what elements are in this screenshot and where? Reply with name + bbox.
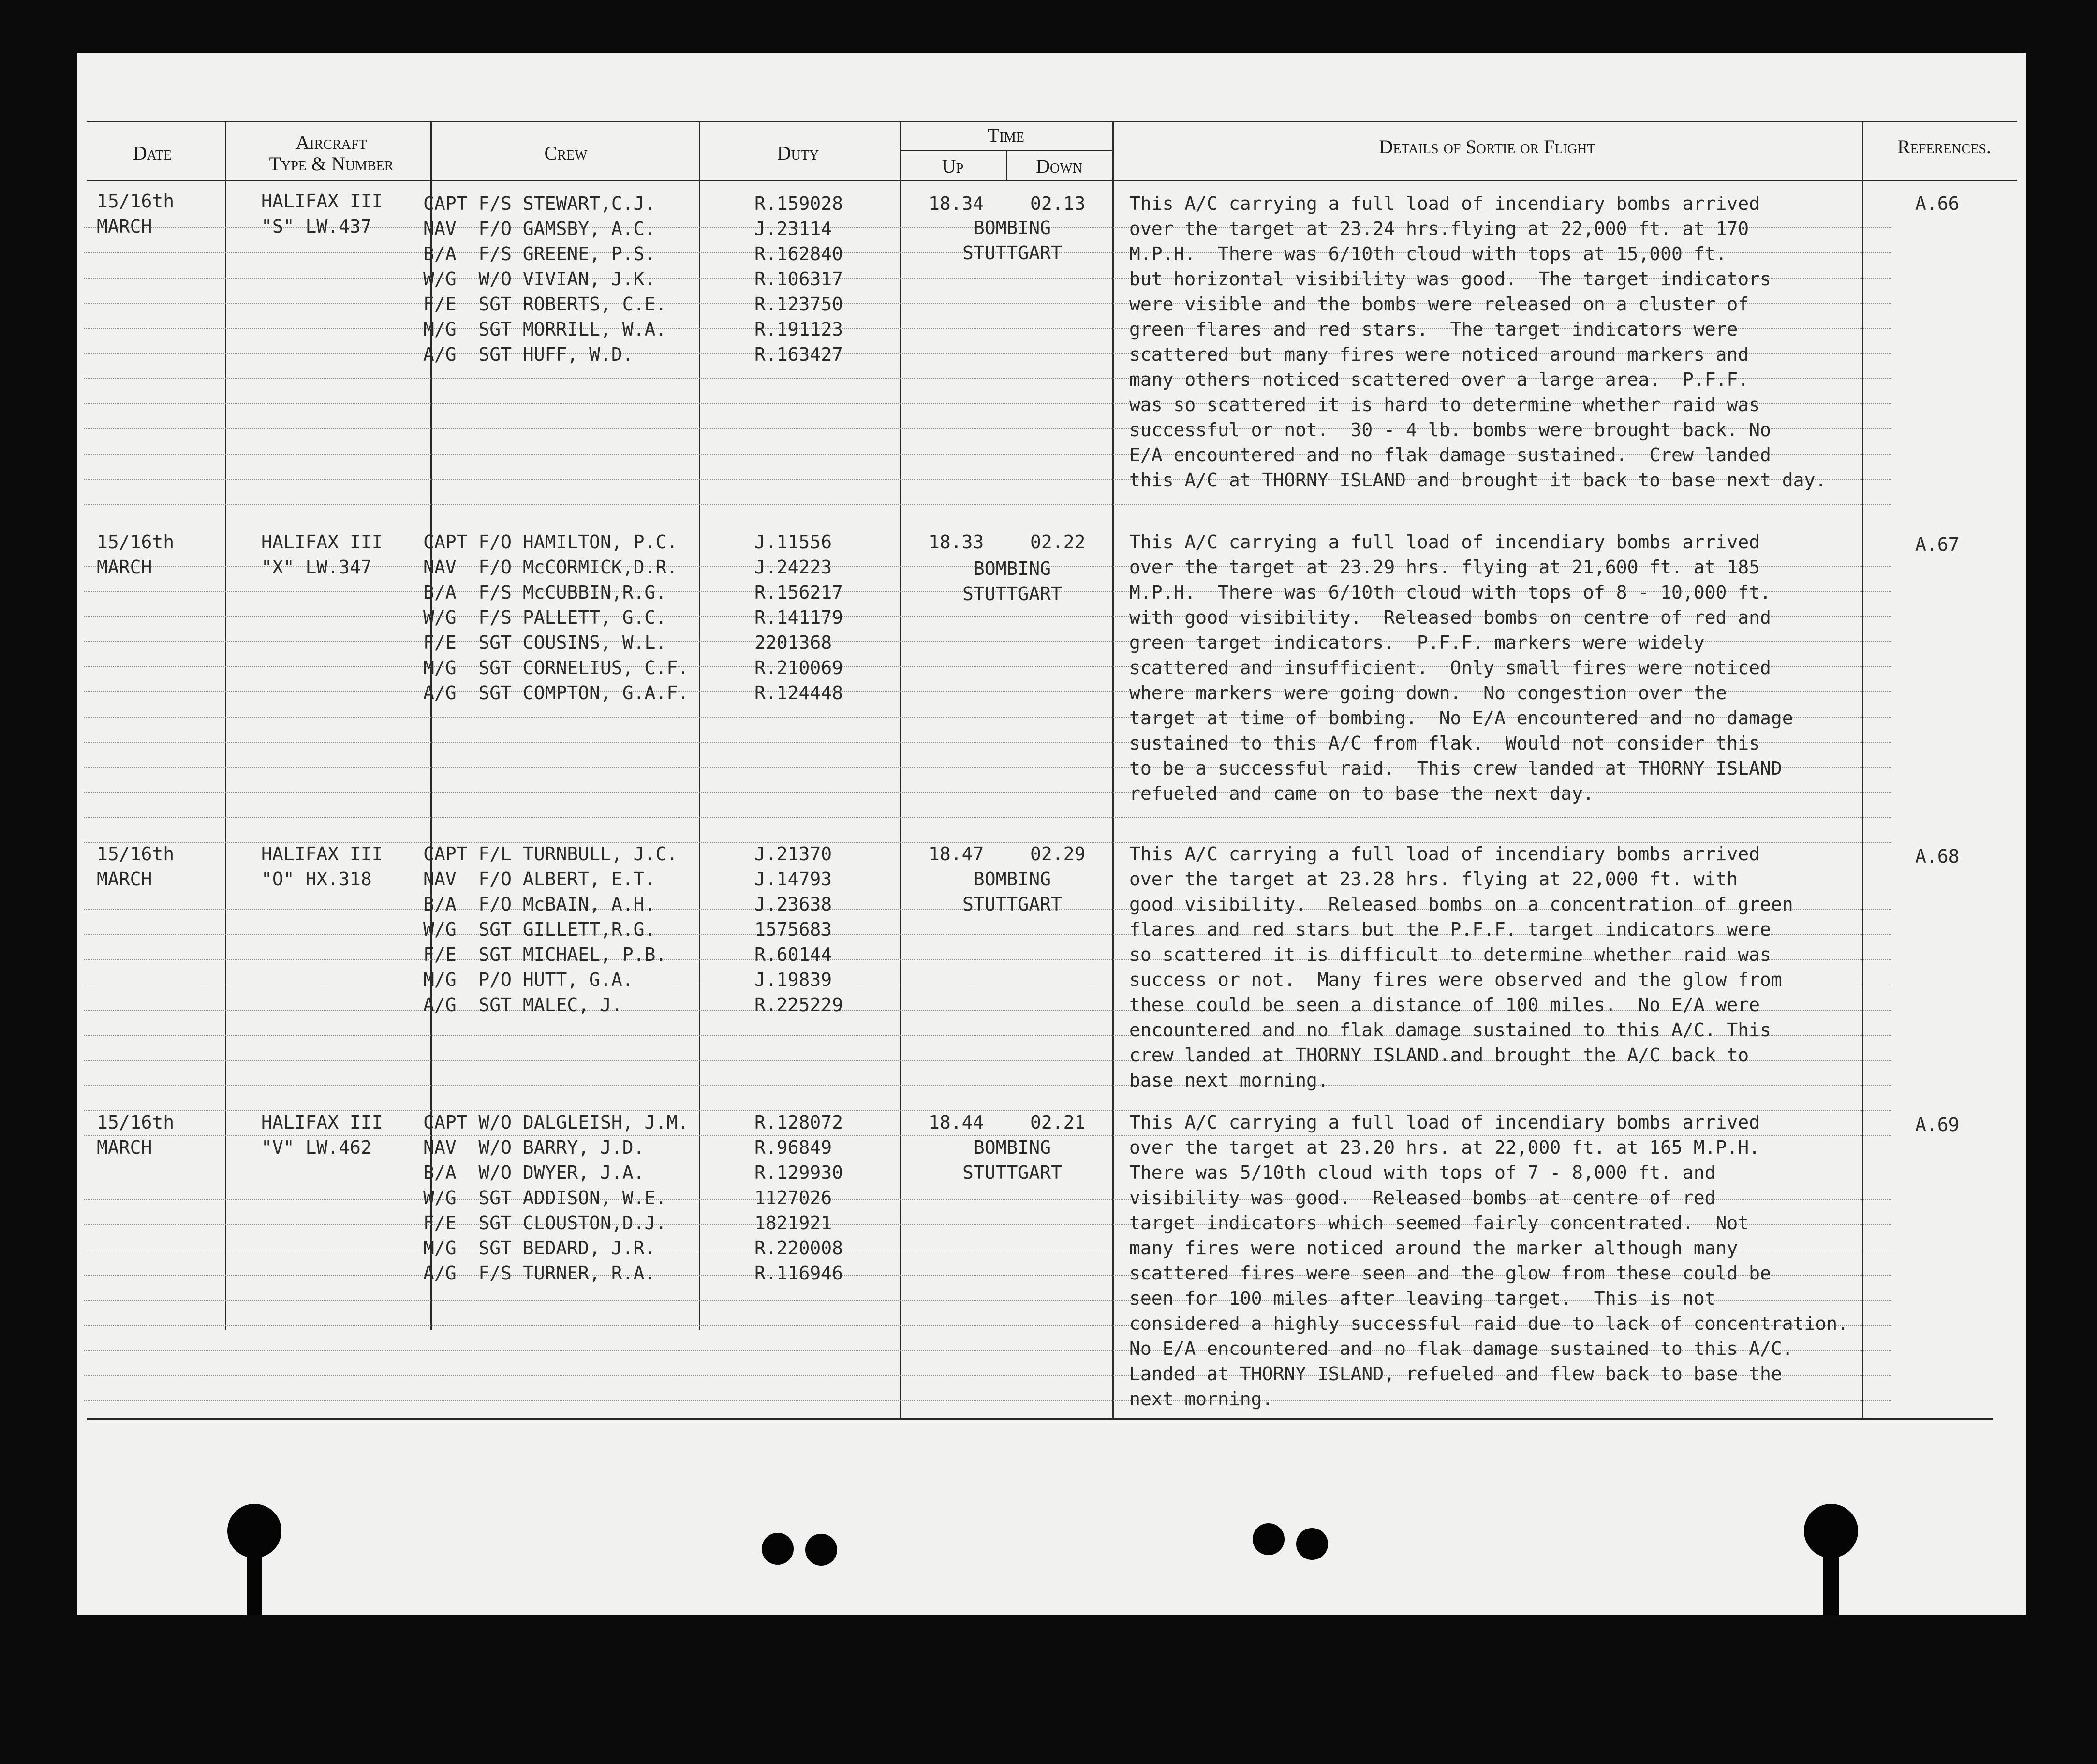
service-number: J.23114 xyxy=(754,218,832,239)
service-number: R.220008 xyxy=(754,1237,843,1259)
column-rule xyxy=(225,121,226,1330)
sortie-details: This A/C carrying a full load of incendiary bombs arrived over the target at 23.20 hrs. at 22,000 ft. at 165 M.P.H. There was 5/10th cloud with tops of 7 - 8,000 ft. and visibility was good. Released bombs at centre of red target indicators which seemed fairly concentrated. Not many fires were noticed around the marker although many scattered fires were seen and the glow from these could be seen for 100 miles after leaving target. This is not considered a highly successful raid due to lack of concentration. No E/A encountered and no flak damage sustained to this A/C. Landed at THORNY ISLAND, refueled and flew back to base the next morning. xyxy=(1129,1112,1849,1410)
binder-hole xyxy=(227,1504,281,1558)
header-rule xyxy=(87,180,2017,181)
time-up: 18.34 xyxy=(929,193,984,214)
service-number: 1127026 xyxy=(754,1187,832,1208)
service-number: 1821921 xyxy=(754,1212,832,1234)
crew-member: NAV F/O ALBERT, E.T. xyxy=(423,868,656,890)
crew-member: W/G F/S PALLETT, G.C. xyxy=(423,607,667,628)
service-number: J.21370 xyxy=(754,843,832,865)
crew-member: W/G SGT ADDISON, W.E. xyxy=(423,1187,667,1208)
crew-member: CAPT F/S STEWART,C.J. xyxy=(423,193,656,214)
service-number: 2201368 xyxy=(754,632,832,653)
bottom-rule xyxy=(87,1418,1993,1420)
entry-date: 15/16th MARCH xyxy=(97,843,175,890)
reference: A.69 xyxy=(1915,1114,1960,1135)
column-rule xyxy=(1006,150,1007,180)
service-number: R.106317 xyxy=(754,268,843,290)
header-references: References. xyxy=(1897,136,1991,158)
time-down: 02.21 xyxy=(1030,1112,1086,1133)
entry-date: 15/16th MARCH xyxy=(97,1112,175,1158)
column-rule xyxy=(1862,121,1863,1418)
binder-hole xyxy=(1253,1523,1285,1555)
time-down: 02.13 xyxy=(1030,193,1086,214)
service-number: R.210069 xyxy=(754,657,843,678)
entry-aircraft: HALIFAX III "V" LW.462 xyxy=(261,1112,383,1158)
binder-slot xyxy=(1823,1552,1839,1615)
duty: BOMBING STUTTGART xyxy=(962,868,1062,915)
service-number: R.141179 xyxy=(754,607,843,628)
service-number: R.129930 xyxy=(754,1162,843,1183)
column-rule xyxy=(900,121,901,1418)
entry-date: 15/16th MARCH xyxy=(97,531,175,578)
header-aircraft-line1: Aircraft xyxy=(295,132,367,153)
service-number: J.11556 xyxy=(754,531,832,553)
duty: BOMBING STUTTGART xyxy=(962,558,1062,604)
header-details: Details of Sortie or Flight xyxy=(1379,136,1595,158)
binder-hole xyxy=(1296,1528,1328,1560)
entry-aircraft: HALIFAX III "S" LW.437 xyxy=(261,191,383,237)
column-rule xyxy=(699,121,700,1330)
top-rule xyxy=(87,121,2017,122)
sortie-details: This A/C carrying a full load of incendiary bombs arrived over the target at 23.24 hrs.flying at 22,000 ft. at 170 M.P.H. There was 6/10th cloud with tops at 15,000 ft. but horizontal visibility was good. The target indicators were visible and the bombs were released on a cluster of green flares and red stars. The target indicators were scattered but many fires were noticed around markers and many others noticed scattered over a large area. P.F.F. was so scattered it is hard to determine whether raid was successful or not. 30 - 4 lb. bombs were brought back. No E/A encountered and no flak damage sustained. Crew landed this A/C at THORNY ISLAND and brought it back to base next day. xyxy=(1129,193,1827,491)
crew-member: A/G F/S TURNER, R.A. xyxy=(423,1263,656,1284)
service-number: J.23638 xyxy=(754,894,832,915)
service-number: J.24223 xyxy=(754,557,832,578)
binder-hole xyxy=(1804,1504,1858,1558)
service-number: R.156217 xyxy=(754,582,843,603)
crew-member: M/G SGT MORRILL, W.A. xyxy=(423,319,667,340)
service-number: J.19839 xyxy=(754,969,832,990)
crew-member: CAPT F/L TURNBULL, J.C. xyxy=(423,843,678,865)
crew-member: NAV F/O McCORMICK,D.R. xyxy=(423,557,678,578)
header-time-down: Down xyxy=(1036,155,1082,177)
crew-member: B/A F/S GREENE, P.S. xyxy=(423,243,656,265)
time-up: 18.47 xyxy=(929,843,984,865)
service-number: R.124448 xyxy=(754,682,843,704)
header-time: Time xyxy=(988,124,1024,146)
header-time-up: Up xyxy=(942,155,964,177)
crew-member: NAV F/O GAMSBY, A.C. xyxy=(423,218,656,239)
header-date: Date xyxy=(133,142,172,164)
service-number: R.225229 xyxy=(754,994,843,1015)
crew-member: F/E SGT ROBERTS, C.E. xyxy=(423,294,667,315)
crew-member: A/G SGT MALEC, J. xyxy=(423,994,622,1015)
time-up: 18.44 xyxy=(929,1112,984,1133)
reference: A.68 xyxy=(1915,846,1960,867)
header-aircraft-line2: Type & Number xyxy=(269,153,394,175)
entry-date: 15/16th MARCH xyxy=(97,191,175,237)
reference: A.67 xyxy=(1915,534,1960,555)
crew-member: F/E SGT COUSINS, W.L. xyxy=(423,632,667,653)
crew-member: A/G SGT HUFF, W.D. xyxy=(423,344,634,365)
time-down: 02.22 xyxy=(1030,531,1086,553)
entry-aircraft: HALIFAX III "O" HX.318 xyxy=(261,843,383,890)
entry-aircraft: HALIFAX III "X" LW.347 xyxy=(261,531,383,578)
crew-member: B/A W/O DWYER, J.A. xyxy=(423,1162,645,1183)
crew-member: M/G SGT BEDARD, J.R. xyxy=(423,1237,656,1259)
crew-member: M/G SGT CORNELIUS, C.F. xyxy=(423,657,689,678)
header-duty: Duty xyxy=(777,142,819,164)
service-number: R.191123 xyxy=(754,319,843,340)
service-number: R.159028 xyxy=(754,193,843,214)
binder-slot xyxy=(247,1552,262,1615)
crew-member: F/E SGT CLOUSTON,D.J. xyxy=(423,1212,667,1234)
service-number: R.60144 xyxy=(754,944,832,965)
service-number: R.163427 xyxy=(754,344,843,365)
reference: A.66 xyxy=(1915,193,1960,214)
crew-member: A/G SGT COMPTON, G.A.F. xyxy=(423,682,689,704)
crew-member: CAPT F/O HAMILTON, P.C. xyxy=(423,531,678,553)
service-number: R.162840 xyxy=(754,243,843,265)
sortie-details: This A/C carrying a full load of incendiary bombs arrived over the target at 23.29 hrs. flying at 21,600 ft. at 185 M.P.H. There was 6/10th cloud with tops of 8 - 10,000 ft. with good visibility. Released bombs on centre of red and green target indicators. P.F.F. markers were widely scattered and insufficient. Only small fires were noticed where markers were going down. No congestion over the target at time of bombing. No E/A encountered and no damage sustained to this A/C from flak. Would not consider this to be a successful raid. This crew landed at THORNY ISLAND refueled and came on to base the next day. xyxy=(1129,531,1793,804)
record-sheet xyxy=(77,53,2026,1615)
duty: BOMBING STUTTGART xyxy=(962,1137,1062,1183)
service-number: J.14793 xyxy=(754,868,832,890)
crew-member: CAPT W/O DALGLEISH, J.M. xyxy=(423,1112,689,1133)
service-number: R.128072 xyxy=(754,1112,843,1133)
service-number: 1575683 xyxy=(754,919,832,940)
duty: BOMBING STUTTGART xyxy=(962,217,1062,264)
header-crew: Crew xyxy=(544,142,588,164)
crew-member: B/A F/O McBAIN, A.H. xyxy=(423,894,656,915)
sortie-details: This A/C carrying a full load of incendiary bombs arrived over the target at 23.28 hrs. flying at 22,000 ft. with good visibility. Released bombs on a concentration of green flares and red stars but the P.F.F. target indicators were so scattered it is difficult to determine whether raid was success or not. Many fires were observed and the glow from these could be seen a distance of 100 miles. No E/A were encountered and no flak damage sustained to this A/C. This crew landed at THORNY ISLAND.and brought the A/C back to base next morning. xyxy=(1129,843,1793,1091)
service-number: R.116946 xyxy=(754,1263,843,1284)
time-down: 02.29 xyxy=(1030,843,1086,865)
crew-member: M/G P/O HUTT, G.A. xyxy=(423,969,634,990)
crew-member: F/E SGT MICHAEL, P.B. xyxy=(423,944,667,965)
binder-hole xyxy=(805,1534,837,1566)
binder-hole xyxy=(762,1533,794,1565)
time-up: 18.33 xyxy=(929,531,984,553)
crew-member: B/A F/S McCUBBIN,R.G. xyxy=(423,582,667,603)
crew-member: W/G SGT GILLETT,R.G. xyxy=(423,919,656,940)
crew-member: W/G W/O VIVIAN, J.K. xyxy=(423,268,656,290)
crew-member: NAV W/O BARRY, J.D. xyxy=(423,1137,645,1158)
service-number: R.96849 xyxy=(754,1137,832,1158)
column-rule xyxy=(1112,121,1114,1418)
service-number: R.123750 xyxy=(754,294,843,315)
